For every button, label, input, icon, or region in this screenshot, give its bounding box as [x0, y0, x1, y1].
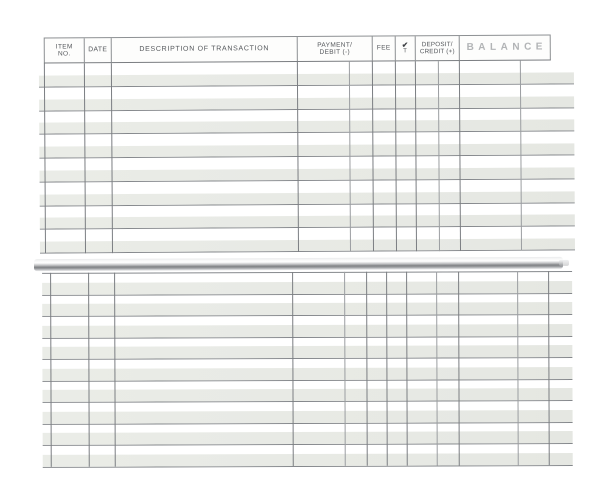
header-description-label: DESCRIPTION OF TRANSACTION	[139, 45, 270, 54]
row-shading	[42, 388, 572, 402]
header-item-no-line1: ITEM	[55, 42, 73, 50]
row-shading	[43, 453, 573, 467]
register-rows-bottom	[42, 271, 573, 467]
row-shading	[42, 302, 572, 316]
check-icon: ✔	[401, 40, 409, 50]
row-shading	[42, 281, 572, 295]
header-check-letter: T	[403, 48, 408, 55]
register-row	[42, 294, 572, 317]
register-row	[42, 358, 572, 381]
header-deposit-line2: CREDIT (+)	[419, 48, 455, 56]
header-payment-line2: DEBIT (-)	[319, 48, 351, 56]
register-row	[42, 272, 572, 295]
row-shading	[42, 324, 572, 338]
register-row	[42, 337, 572, 360]
header-date-label: DATE	[88, 46, 108, 54]
header-item-no-line2: NO.	[57, 50, 71, 58]
header-deposit-line1: DEPOSIT/	[421, 40, 453, 48]
header-payment-line1: PAYMENT/	[317, 41, 353, 49]
row-shading	[42, 367, 572, 381]
register-row	[43, 444, 573, 467]
row-shading	[43, 410, 573, 424]
header-balance-label: BALANCE	[466, 41, 547, 54]
register-row	[42, 380, 572, 403]
header-fee-label: FEE	[376, 44, 391, 52]
register-row	[43, 401, 573, 424]
row-shading	[42, 345, 572, 359]
register-row	[43, 423, 573, 446]
row-shading	[43, 431, 573, 445]
register-row	[42, 315, 572, 338]
